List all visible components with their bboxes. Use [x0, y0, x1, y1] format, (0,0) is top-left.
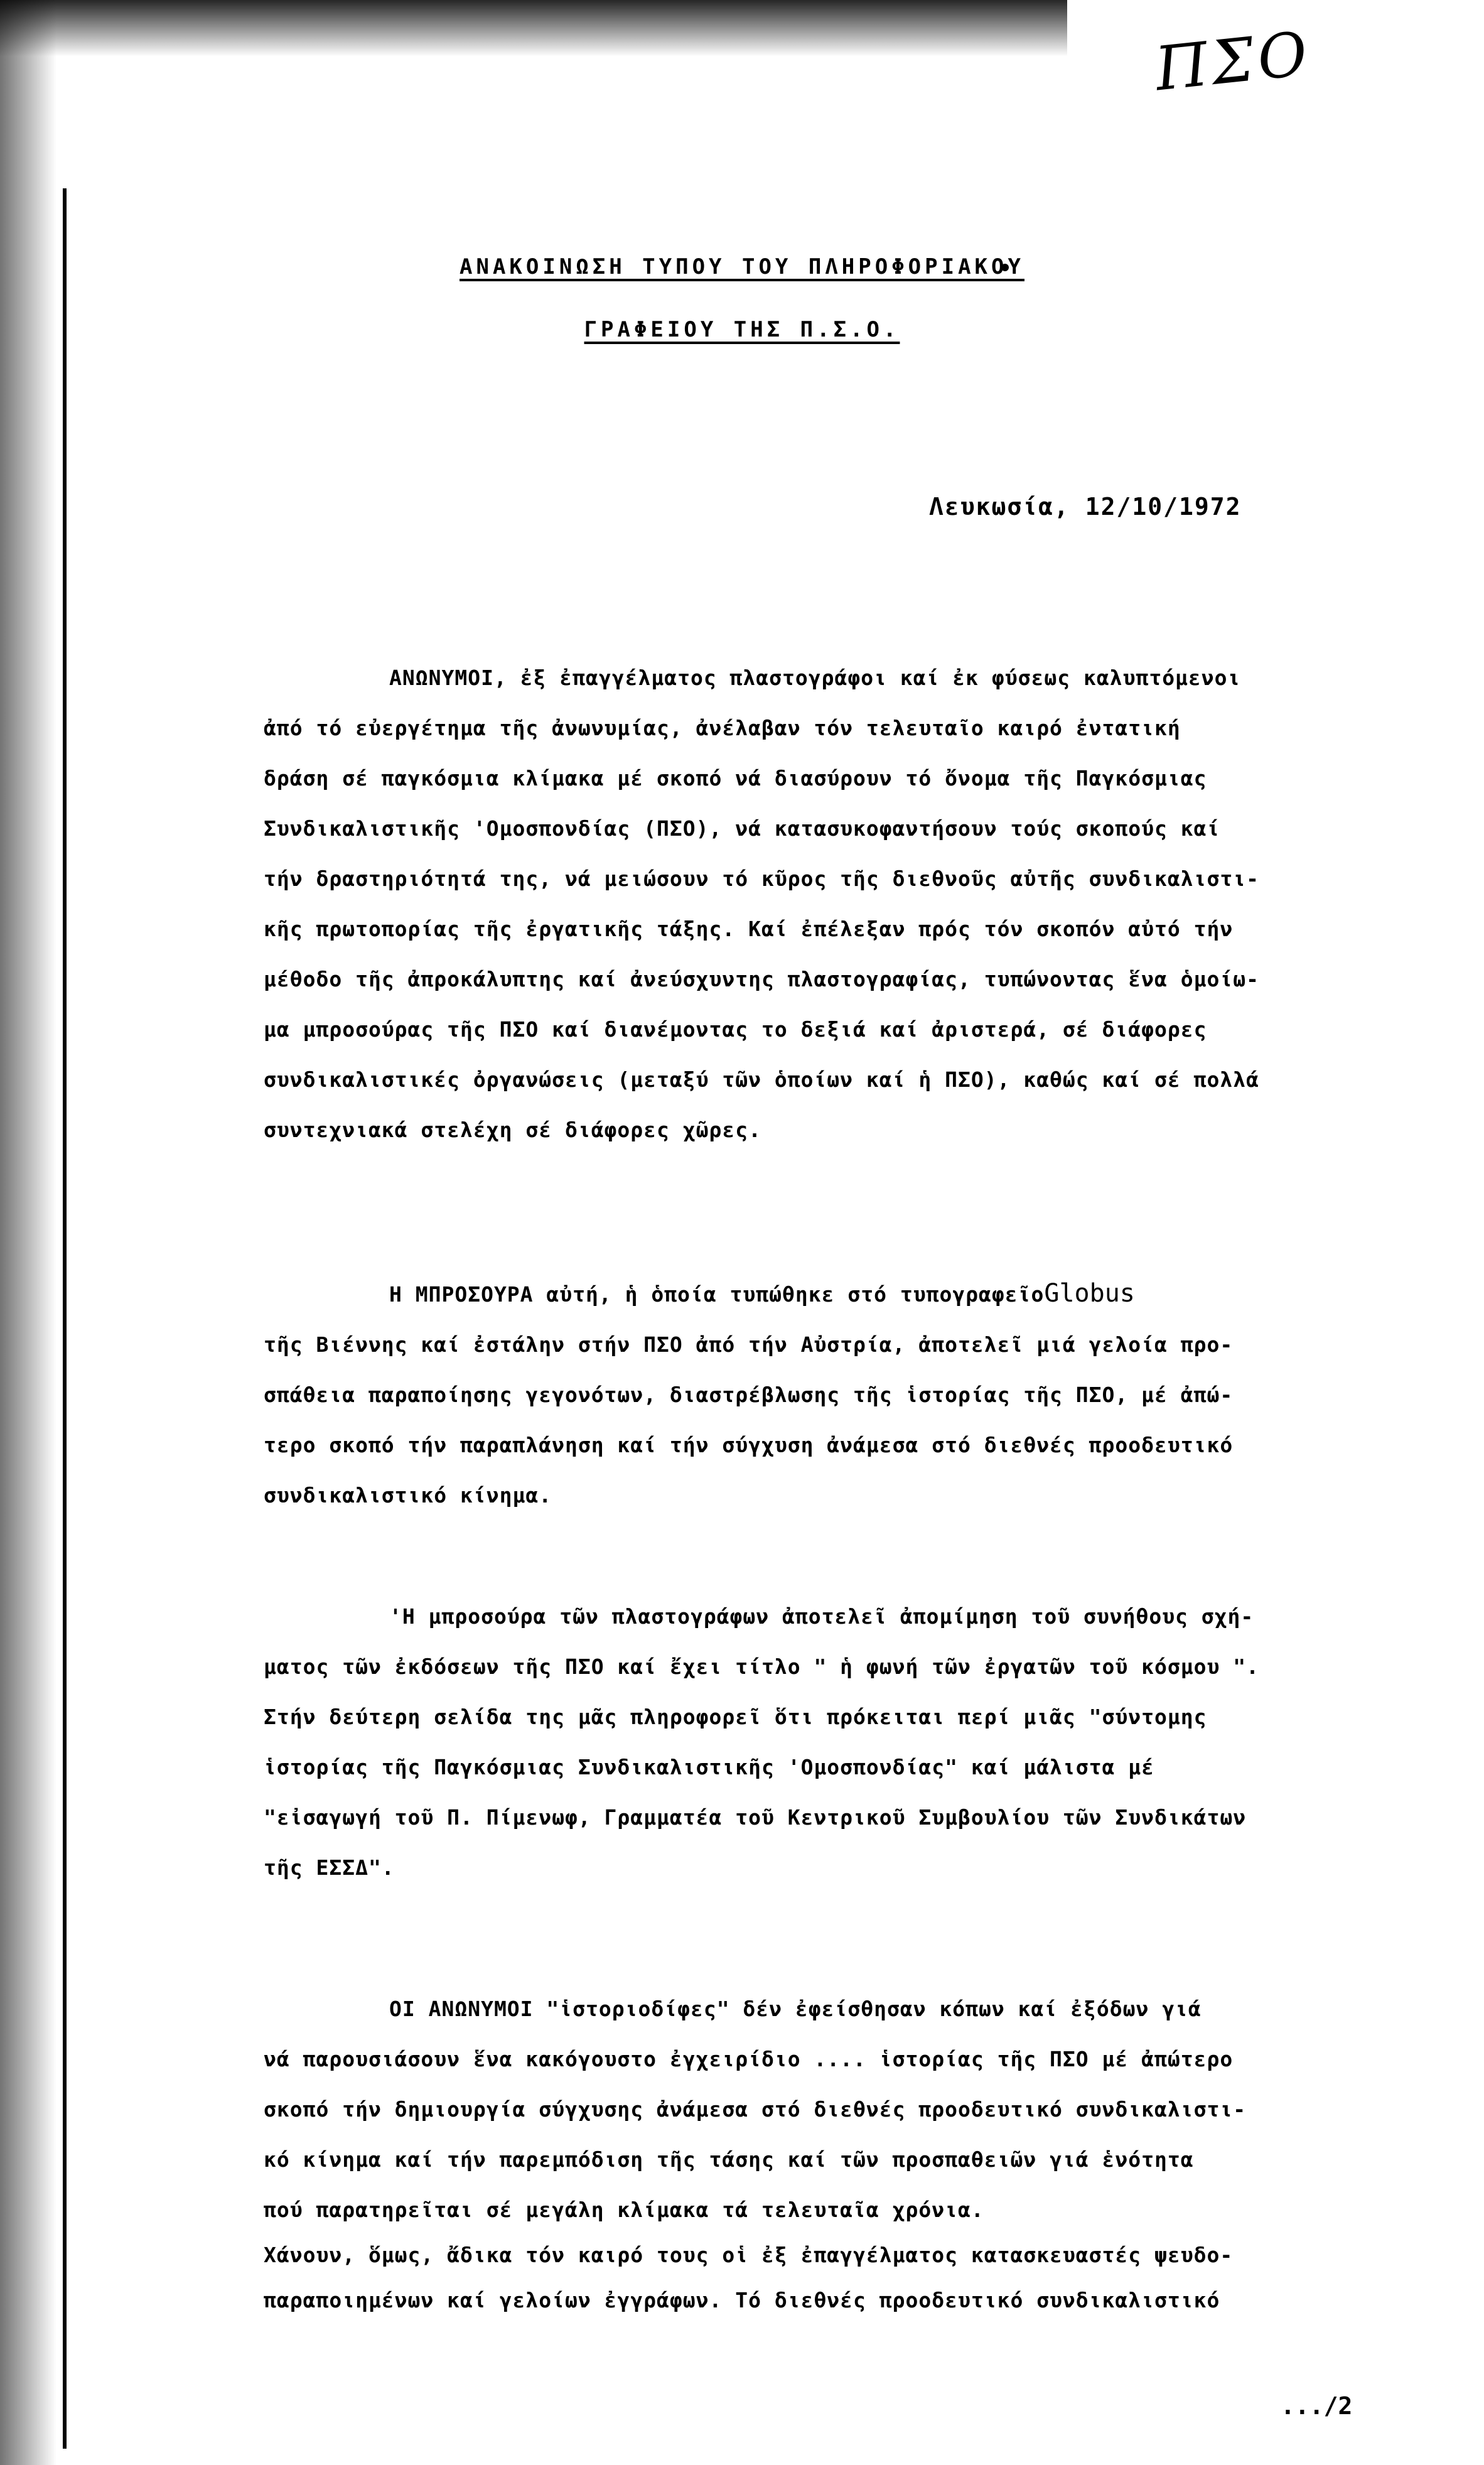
paragraph-line: συνδικαλιστικές ὀργανώσεις (μεταξύ τῶν ὁποίων καί ἡ ΠΣΟ), καθώς καί σέ πολλά [264, 1067, 1259, 1092]
document-date: Λευκωσία, 12/10/1972 [929, 493, 1242, 521]
paragraph-line: τήν δραστηριότητά της, νά μειώσουν τό κῦρος τῆς διεθνοῦς αὐτῆς συνδικαλιστι- [264, 866, 1259, 891]
paragraph-line: δράση σέ παγκόσμια κλίμακα μέ σκοπό νά διασύρουν τό ὄνομα τῆς Παγκόσμιας [264, 766, 1207, 790]
scan-margin-line [63, 188, 67, 2449]
paragraph-2 [264, 1268, 1456, 1521]
paragraph-text: Η ΜΠΡΟΣΟΥΡΑ αὐτή, ἡ ὁποία τυπώθηκε στό τυπογραφεῖο [389, 1282, 1045, 1307]
typewritten-insert: Globus [1044, 1279, 1135, 1308]
paragraph-line: συντεχνιακά στελέχη σέ διάφορες χῶρες. [264, 1118, 761, 1142]
paragraph-line: ΟΙ ΑΝΩΝΥΜΟΙ "ἱστοριοδίφες" δέν ἐφείσθησαν κόπων καί ἐξόδων γιά [389, 1997, 1202, 2021]
paragraph-line: σπάθεια παραποίησης γεγονότων, διαστρέβλωσης τῆς ἱστορίας τῆς ΠΣΟ, μέ ἀπώ- [264, 1383, 1234, 1407]
page-continuation-marker: .../2 [1281, 2392, 1353, 2420]
paragraph-line: Συνδικαλιστικῆς 'Ομοσπονδίας (ΠΣΟ), νά κατασυκοφαντήσουν τούς σκοπούς καί [264, 816, 1220, 841]
paragraph-line: ἀπό τό εὐεργέτημα τῆς ἀνωνυμίας, ἀνέλαβαν τόν τελευταῖο καιρό ἐντατική [264, 716, 1181, 740]
paragraph-4 [264, 1984, 1456, 2326]
paragraph-line: πού παρατηρεῖται σέ μεγάλη κλίμακα τά τελευταῖα χρόνια. [264, 2198, 984, 2222]
paragraph-line: νά παρουσιάσουν ἕνα κακόγουστο ἐγχειρίδιο .... ἱστορίας τῆς ΠΣΟ μέ ἀπώτερο [264, 2047, 1234, 2071]
paragraph-line: συνδικαλιστικό κίνημα. [264, 1483, 552, 1508]
paragraph-line: σκοπό τήν δημιουργία σύγχυσης ἀνάμεσα στό διεθνές προοδευτικό συνδικαλιστι- [264, 2097, 1247, 2122]
paragraph-line: ματος τῶν ἐκδόσεων τῆς ΠΣΟ καί ἔχει τίτλο " ἡ φωνή τῶν ἐργατῶν τοῦ κόσμου ". [264, 1654, 1259, 1679]
paragraph-line: μέθοδο τῆς ἀπροκάλυπτης καί ἀνεύσχυντης πλαστογραφίας, τυπώνοντας ἕνα ὁμοίω- [264, 967, 1259, 991]
paragraph-line: 'Η μπροσούρα τῶν πλαστογράφων ἀποτελεῖ ἀπομίμηση τοῦ συνήθους σχή- [389, 1604, 1254, 1629]
paragraph-line: Στήν δεύτερη σελίδα της μᾶς πληροφορεῖ ὅτι πρόκειται περί μιᾶς "σύντομης [264, 1705, 1207, 1729]
paragraph-line: παραποιημένων καί γελοίων ἐγγράφων. Τό διεθνές προοδευτικό συνδικαλιστικό [264, 2288, 1220, 2312]
scan-edge-top [0, 0, 1067, 57]
paragraph-line: τῆς ΕΣΣΔ". [264, 1855, 395, 1880]
scan-edge-left [0, 0, 56, 2465]
paragraph-line: κῆς πρωτοπορίας τῆς ἐργατικῆς τάξης. Καί ἐπέλεξαν πρός τόν σκοπόν αὐτό τήν [264, 917, 1234, 941]
title-line-1: ΑΝΑΚΟΙΝΩΣΗ ΤΥΠΟΥ ΤΟΥ ΠΛΗΡΟΦΟΡΙΑΚΟΥ [460, 254, 1024, 279]
paragraph-line: μα μπροσούρας τῆς ΠΣΟ καί διανέμοντας το δεξιά καί ἀριστερά, σέ διάφορες [264, 1017, 1207, 1042]
paragraph-line: Χάνουν, ὅμως, ἄδικα τόν καιρό τους οἱ ἐξ ἐπαγγέλματος κατασκευαστές ψευδο- [264, 2243, 1234, 2267]
paragraph-line: ἱστορίας τῆς Παγκόσμιας Συνδικαλιστικῆς 'Ομοσπονδίας" καί μάλιστα μέ [264, 1755, 1155, 1779]
paragraph-1 [264, 653, 1456, 1155]
title-line-2: ΓΡΑΦΕΙΟΥ ΤΗΣ Π.Σ.Ο. [584, 317, 900, 342]
paragraph-line: κό κίνημα καί τήν παρεμπόδιση τῆς τάσης καί τῶν προσπαθειῶν γιά ἑνότητα [264, 2147, 1194, 2172]
handwritten-note: ΠΣΟ [1151, 18, 1315, 105]
paragraph-line: τερο σκοπό τήν παραπλάνηση καί τήν σύγχυση ἀνάμεσα στό διεθνές προοδευτικό [264, 1433, 1234, 1457]
paragraph-line: ΑΝΩΝΥΜΟΙ, ἐξ ἐπαγγέλματος πλαστογράφοι καί ἐκ φύσεως καλυπτόμενοι [389, 666, 1241, 690]
paragraph-line: τῆς Βιέννης καί ἐστάλην στήν ΠΣΟ ἀπό τήν Αὐστρία, ἀποτελεῖ μιά γελοία προ- [264, 1332, 1234, 1357]
paragraph-line [264, 1268, 1456, 1320]
paragraph-3 [264, 1592, 1456, 1893]
paragraph-line: "εἰσαγωγή τοῦ Π. Πίμενωφ, Γραμματέα τοῦ Κεντρικοῦ Συμβουλίου τῶν Συνδικάτων [264, 1805, 1247, 1830]
